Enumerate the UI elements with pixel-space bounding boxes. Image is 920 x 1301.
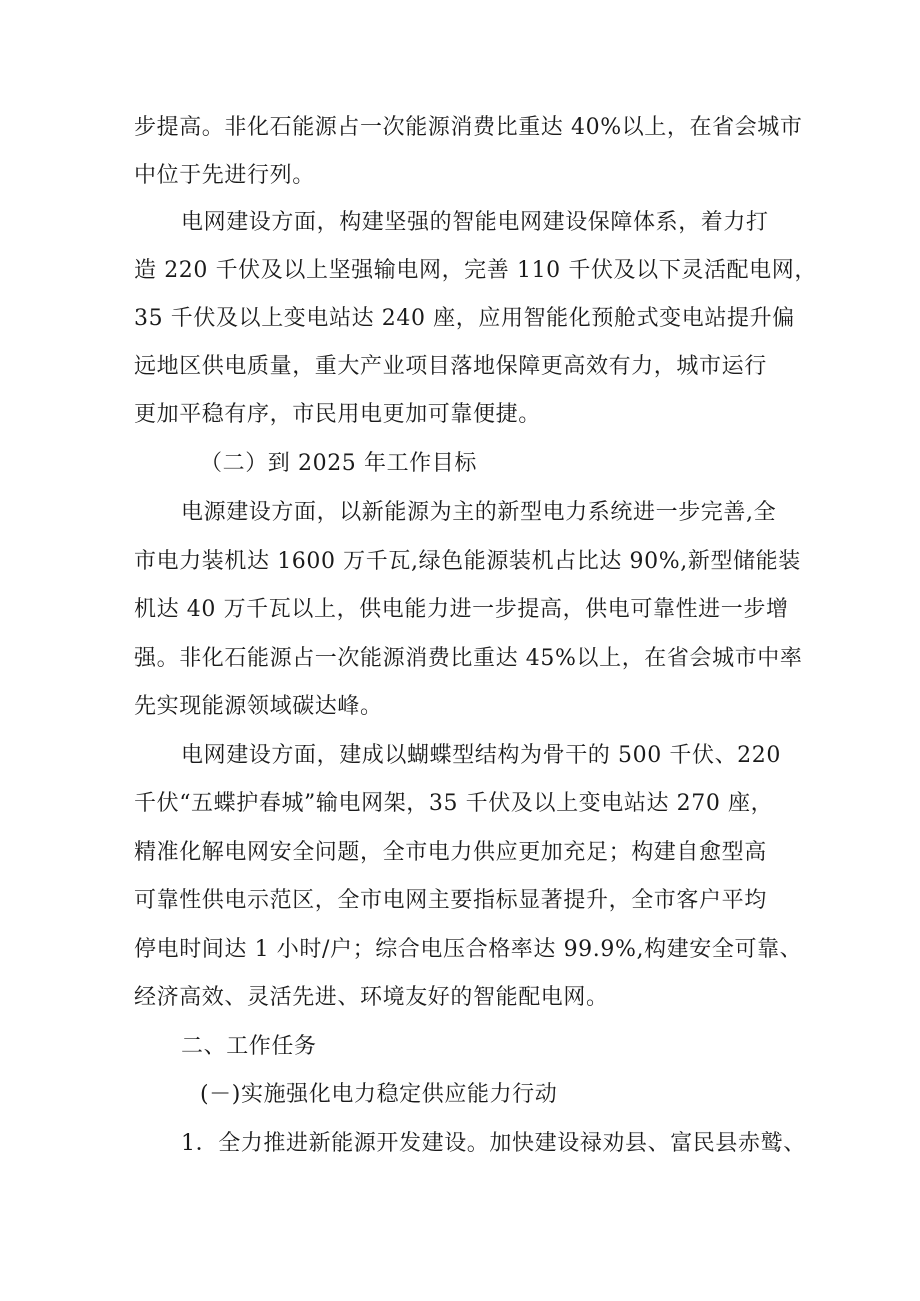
text-line: 千伏“五蝶护春城”输电网架，35 千伏及以上变电站达 270 座，	[134, 791, 774, 816]
text-line: 中位于先进行列。	[134, 163, 315, 188]
text-line: 停电时间达 1 小时/户；综合电压合格率达 99.9%,构建安全可靠、	[134, 937, 803, 962]
text-line: 可靠性供电示范区，全市电网主要指标显著提升，全市客户平均	[134, 888, 767, 913]
text-line: 经济高效、灵活先进、环境友好的智能配电网。	[134, 985, 609, 1010]
section-heading: （二）到 2025 年工作目标	[200, 451, 477, 476]
text-line: 电源建设方面，以新能源为主的新型电力系统进一步完善,全	[181, 500, 777, 525]
text-line: 35 千伏及以上变电站达 240 座，应用智能化预舱式变电站提升偏	[134, 306, 795, 331]
text-line: 先实现能源领域碳达峰。	[134, 694, 383, 719]
section-heading: 二、工作任务	[181, 1034, 317, 1059]
text-line: 强。非化石能源占一次能源消费比重达 45%以上，在省会城市中率	[134, 646, 803, 671]
text-line: 市电力装机达 1600 万千瓦,绿色能源装机占比达 90%,新型储能装	[134, 549, 801, 574]
text-line: 电网建设方面，建成以蝴蝶型结构为骨干的 500 千伏、220	[181, 743, 781, 768]
text-line: 机达 40 万千瓦以上，供电能力进一步提高，供电可靠性进一步增	[134, 597, 789, 622]
subsection-heading: (－)实施强化电力稳定供应能力行动	[200, 1082, 558, 1107]
text-line: 精准化解电网安全问题，全市电力供应更加充足；构建自愈型高	[134, 840, 767, 865]
text-line: 电网建设方面，构建坚强的智能电网建设保障体系，着力打	[181, 210, 769, 235]
text-line: 造 220 千伏及以上坚强输电网，完善 110 千伏及以下灵活配电网，	[134, 258, 817, 283]
text-line: 步提高。非化石能源占一次能源消费比重达 40%以上，在省会城市	[134, 115, 803, 140]
text-line: 更加平稳有序，市民用电更加可靠便捷。	[134, 402, 541, 427]
text-line: 1．全力推进新能源开发建设。加快建设禄劝县、富民县赤鹫、	[181, 1131, 806, 1156]
text-line: 远地区供电质量，重大产业项目落地保障更高效有力，城市运行	[134, 354, 767, 379]
